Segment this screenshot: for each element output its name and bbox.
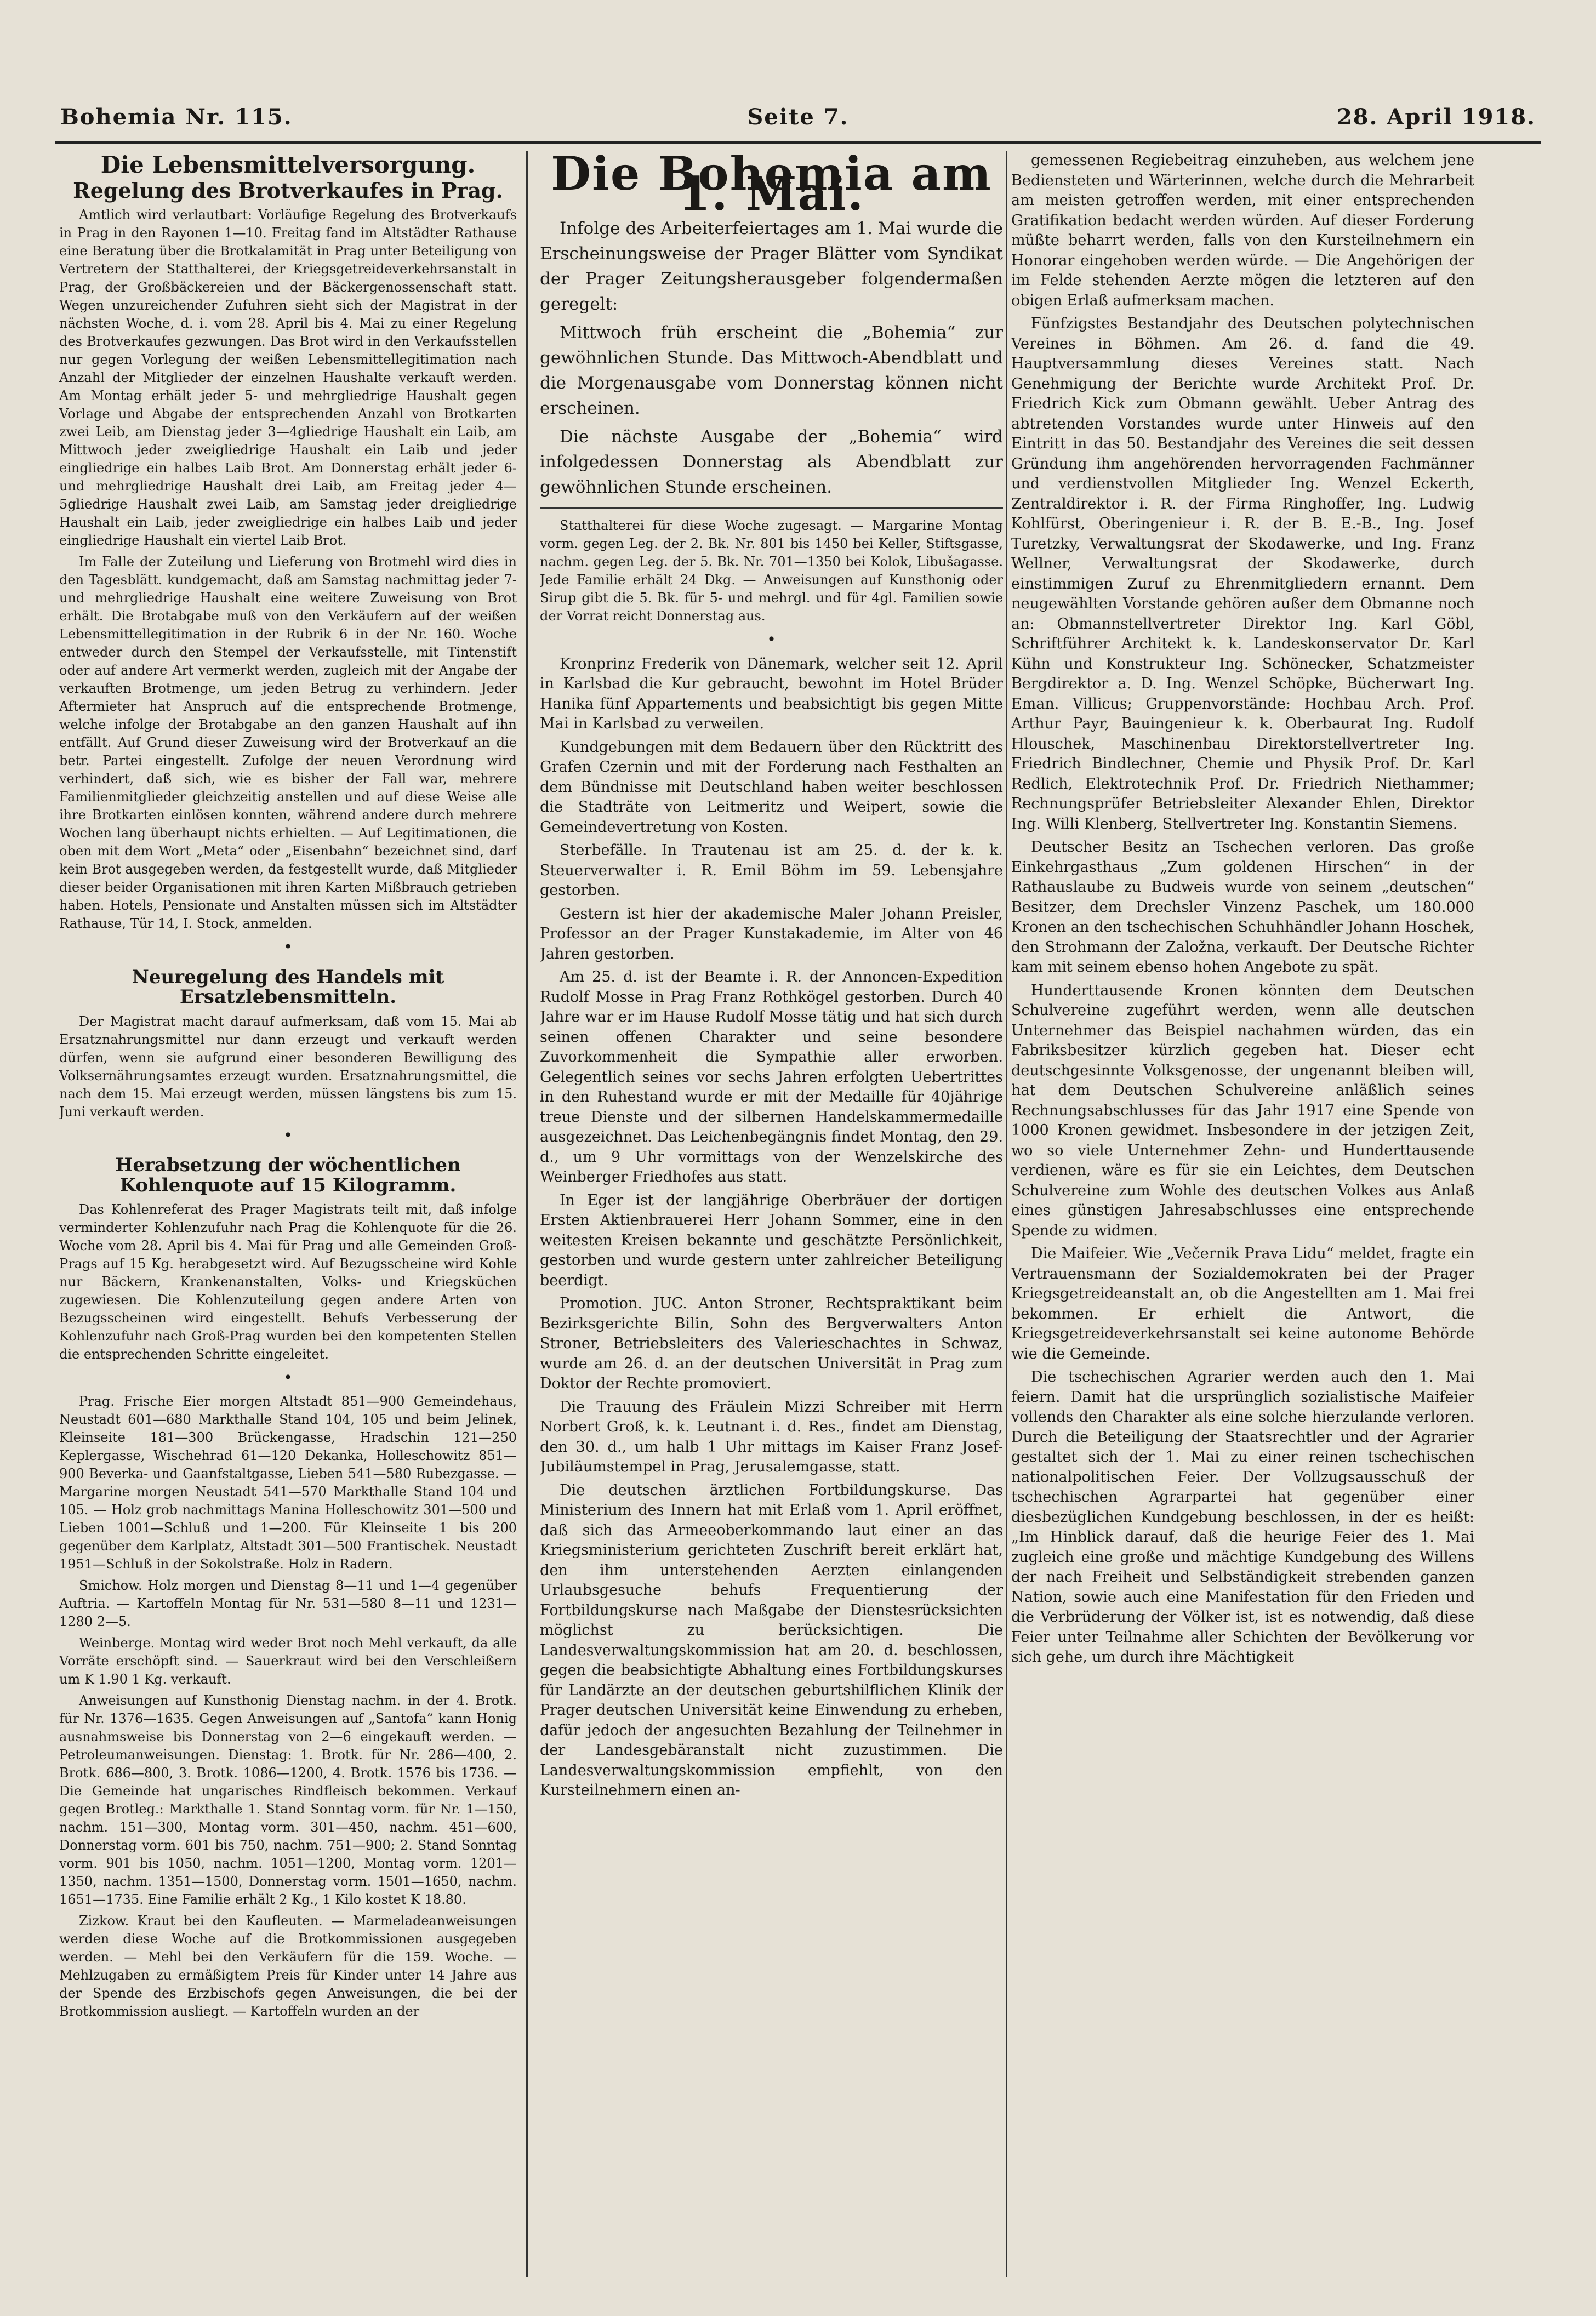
separator-dot: •	[283, 938, 293, 956]
article-paragraph: Gestern ist hier der akademische Maler Johann Preisler, Professor an der Prager Kunstakademie, im Alter von 46 Jahren gestorben.	[540, 905, 1003, 962]
article-paragraph: Am 25. d. ist der Beamte i. R. der Annoncen-Expedition Rudolf Mosse in Prag Franz Rothkögel gestorben. Durch 40 Jahre war er im Hause Rudolf Mosse tätig und hat sich durch seinen offenen Charakter und seine besondere Zuvorkommenheit die Sympathie aller erworben. Gelegentlich seines vor sechs Jahren erfolgten Uebertrittes in den Ruhestand wurde er mit der Medaille für 40jährige treue Dienste und der silbernen Handelskammermedaille ausgezeichnet. Das Leichenbegängnis findet Montag, den 29. d., um 9 Uhr vormittags von der Wenzelskirche des Weinberger Friedhofes aus statt.	[540, 968, 1003, 1185]
article-paragraph: Kundgebungen mit dem Bedauern über den Rücktritt des Grafen Czernin und mit der Forderung nach Festhalten an dem Bündnisse mit Deutschland haben weiter beschlossen die Stadträte von Leitmeritz und Weipert, sowie die Gemeindevertretung von Kosten.	[540, 738, 1003, 836]
article-paragraph: Hunderttausende Kronen könnten dem Deutschen Schulvereine zugeführt werden, wenn alle deutschen Unternehmer das Beispiel nachahmen würden, das ein Fabriksbesitzer kürzlich gegeben hat. Dieser echt deutschgesinnte Volksgenosse, der ungenannt bleiben will, hat dem Deutschen Schulvereine anläßlich seines Rechnungsabschlusses für das Jahr 1917 eine Spende von 1000 Kronen gewidmet. Insbesondere in der jetzigen Zeit, wo so viele Unternehmer Zehn- und Hunderttausende verdienen, wäre es für sie ein Leichtes, dem Deutschen Schulvereine zum Wohle des deutschen Volkes aus Anlaß eines günstigen Jahresabschlusses eine entsprechende Spende zu widmen.	[1011, 982, 1474, 1239]
market-paragraph: Weinberge. Montag wird weder Brot noch Mehl verkauft, da alle Vorräte erschöpft sind. — Sauerkraut wird bei den Verschleißern um K 1.90 1 Kg. verkauft.	[59, 1635, 517, 1687]
column-divider	[526, 151, 528, 2277]
article-heading: Neuregelung des Handels mit Ersatzlebensmitteln.	[132, 966, 444, 1008]
main-headline: Die Bohemia am 1. Mai.	[551, 151, 992, 221]
article-paragraph: Der Magistrat macht darauf aufmerksam, daß vom 15. Mai ab Ersatznahrungsmittel nur dann erzeugt und verkauft werden dürfen, wenn sie aufgrund einer besonderen Bewilligung des Volksernährungsamtes erzeugt wurden. Ersatznahrungsmittel, die nach dem 15. Mai erzeugt werden, müssen längstens bis zum 15. Juni verkauft werden.	[59, 1013, 517, 1120]
article-paragraph: Das Kohlenreferat des Prager Magistrats teilt mit, daß infolge verminderter Kohlenzufuhr nach Prag die Kohlenquote für die 26. Woche vom 28. April bis 4. Mai für Prag und alle Gemeinden Groß-Prags auf 15 Kg. herabgesetzt wird. Auf Bezugsscheine wird Kohle nur Bäckern, Krankenanstalten, Volks- und Kriegsküchen zugewiesen. Die Kohlenzuteilung gegen andere Arten von Bezugsscheinen wird eingestellt. Behufs Verbesserung der Kohlenzufuhr nach Groß-Prag wurden bei den kompetenten Stellen die entsprechenden Schritte eingeleitet.	[59, 1202, 517, 1362]
column-1	[59, 151, 517, 2277]
section-title: Die Lebensmittelversorgung.	[100, 151, 476, 178]
article-paragraph: Promotion. JUC. Anton Stroner, Rechtspraktikant beim Bezirksgerichte Bilin, Sohn des Bergverwalters Anton Stroner, Betriebsleiters des Valerieschachtes in Schwaz, wurde am 26. d. an der deutschen Universität in Prag zum Doktor der Rechte promoviert.	[540, 1295, 1003, 1392]
article-paragraph: Die deutschen ärztlichen Fortbildungskurse. Das Ministerium des Innern hat mit Erlaß vom 1. April eröffnet, daß sich das Armeeoberkommando laut einer an das Kriegsministerium gerichteten Zuschrift bereit erklärt hat, den ihm unterstehenden Aerzten einlangenden Urlaubsgesuche behufs Frequentierung der Fortbildungskurse nach Maßgabe der Dienstesrücksichten möglichst zu berücksichtigen. Die Landesverwaltungskommission hat am 20. d. beschlossen, gegen die beabsichtigte Abhaltung eines Fortbildungskurses für Landärzte an der deutschen geburtshilflichen Klinik der Prager deutschen Universität keine Einwendung zu erheben, dafür jedoch der angesuchten Bezahlung der Teilnehmer in der Landesgebäranstalt nicht zuzustimmen. Die Landesverwaltungskommission empfiehlt, von den Kursteilnehmern einen an-	[540, 1481, 1003, 1799]
header-rule	[55, 141, 1541, 144]
market-paragraph: Anweisungen auf Kunsthonig Dienstag nachm. in der 4. Brotk. für Nr. 1376—1635. Gegen Anweisungen auf „Santofa“ kann Honig ausnahmsweise bis Donnerstag von 2—6 eingekauft werden. — Petroleumanweisungen. Dienstag: 1. Brotk. für Nr. 286—400, 2. Brotk. 686—800, 3. Brotk. 1086—1200, 4. Brotk. 1576 bis 1736. — Die Gemeinde hat ungarisches Rindfleisch bekommen. Verkauf gegen Brotleg.: Markthalle 1. Stand Sonntag vorm. für Nr. 1—150, nachm. 151—300, Montag vorm. 301—450, nachm. 451—600, Donnerstag vorm. 601 bis 750, nachm. 751—900; 2. Stand Sonntag vorm. 901 bis 1050, nachm. 1051—1200, Montag vorm. 1201—1350, nachm. 1351—1500, Donnerstag vorm. 1501—1650, nachm. 1651—1735. Eine Familie erhält 2 Kg., 1 Kilo kostet K 18.80.	[59, 1692, 517, 1907]
page-header	[60, 104, 1536, 137]
separator-dot: •	[283, 1368, 293, 1387]
article-paragraph: Die Trauung des Fräulein Mizzi Schreiber mit Herrn Norbert Groß, k. k. Leutnant i. d. Res., findet am Dienstag, den 30. d., um halb 1 Uhr mittags im Kaiser Franz Josef-Jubiläumstempel in Prag, Jerusalemgasse, statt.	[540, 1398, 1003, 1475]
notice-schedule: Mittwoch früh erscheint die „Bohemia“ zur gewöhnlichen Stunde. Das Mittwoch-Abendblatt und die Morgenausgabe vom Donnerstag können nicht erscheinen.	[540, 323, 1003, 418]
article-heading: Regelung des Brotverkaufes in Prag.	[73, 178, 503, 203]
article-paragraph: Deutscher Besitz an Tschechen verloren. Das große Einkehrgasthaus „Zum goldenen Hirschen“ in der Rathauslaube zu Budweis wurde von seinem „deutschen“ Besitzer, dem Drechsler Vinzenz Paschek, um 180.000 Kronen an den tschechischen Schuhhändler Johann Hoschek, den Strohmann der Založna, verkauft. Der Deutsche Richter kam mit seinem ebenso hohen Angebote zu spät.	[1011, 838, 1474, 976]
market-paragraph: Prag. Frische Eier morgen Altstadt 851—900 Gemeindehaus, Neustadt 601—680 Markthalle Stand 104, 105 und beim Jelinek, Kleinseite 181—300 Brückengasse, Hradschin 121—250 Keplergasse, Wischehrad 61—120 Dekanka, Holleschowitz 851—900 Beverka- und Gaanfstaltgasse, Lieben 541—580 Rubezgasse. — Margarine morgen Neustadt 541—570 Markthalle Stand 104 und 105. — Holz grob nachmittags Manina Holleschowitz 301—500 und Lieben 1001—Schluß und 1—200. Für Kleinseite 1 bis 200 gegenüber dem Karlplatz, Altstadt 301—500 Frantischek. Neustadt 1951—Schluß in der Sokolstraße. Holz in Radern.	[59, 1393, 517, 1572]
article-paragraph: Amtlich wird verlautbart: Vorläufige Regelung des Brotverkaufs in Prag in den Rayonen 1—10. Freitag fand im Altstädter Rathause eine Beratung über die Brotkalamität in Prag unter Beteiligung von Vertretern der Statthalterei, der Kriegsgetreideverkehrsanstalt in Prag, der Großbäckereien und der Bäckergenossenschaft statt. Wegen unzureichender Zufuhren sieht sich der Magistrat in der nächsten Woche, d. i. vom 28. April bis 4. Mai zu einer Regelung des Brotverkaufes gezwungen. Das Brot wird in den Verkaufsstellen nur gegen Vorlegung der weißen Lebensmittellegitimation nach Anzahl der Mitglieder der einzelnen Haushalte verkauft werden. Am Montag erhält jeder 5- und mehrgliedrige Haushalt gegen Vorlage und Abgabe der entsprechenden Anzahl von Brotkarten zwei Leib, am Dienstag jeder 3—4gliedrige Haushalt ein Laib, am Mittwoch jeder zweigliedrige Haushalt ein Laib und jeder eingliedrige ein halbes Laib Brot. Am Donnerstag erhält jeder 6- und mehrgliedrige Haushalt drei Laib, am Freitag jeder 4—5gliedrige Haushalt zwei Laib, am Samstag jeder dreigliedrige Haushalt ein Laib, jeder zweigliedrige ein halbes Laib und jeder eingliedrige Haushalt ein viertel Laib Brot.	[59, 207, 517, 548]
issue-date: 28. April 1918.	[1336, 104, 1536, 130]
market-paragraph: Smichow. Holz morgen und Dienstag 8—11 und 1—4 gegenüber Auftria. — Kartoffeln Montag für Nr. 531—580 8—11 und 1231—1280 2—5.	[59, 1577, 517, 1629]
section-rule	[540, 507, 1003, 509]
article-paragraph: Kronprinz Frederik von Dänemark, welcher seit 12. April in Karlsbad die Kur gebraucht, bewohnt im Hotel Brüder Hanika fünf Appartements und beabsichtigt bis gegen Mitte Mai in Karlsbad zu verweilen.	[540, 655, 1003, 732]
article-paragraph: Die Maifeier. Wie „Večernik Prava Lidu“ meldet, fragte ein Vertrauensmann der Sozialdemokraten bei der Prager Kriegsgetreideanstalt an, ob die Angestellten am 1. Mai frei bekommen. Er erhielt die Antwort, die Kriegsgetreideverkehrsanstalt sei keine autonome Behörde wie die Gemeinde.	[1011, 1245, 1474, 1362]
separator-dot: •	[767, 630, 776, 648]
page-number: Seite 7.	[747, 104, 849, 130]
notice-next-issue: Die nächste Ausgabe der „Bohemia“ wird infolgedessen Donnerstag als Abendblatt zur gewöhnlichen Stunde erscheinen.	[540, 427, 1003, 497]
article-paragraph: In Eger ist der langjährige Oberbräuer der dortigen Ersten Aktienbrauerei Herr Johann Sommer, eine in den weitesten Kreisen bekannte und geschätzte Persönlichkeit, gestorben und wurde gestern unter zahlreicher Beteiligung beerdigt.	[540, 1191, 1003, 1289]
issue-number: Bohemia Nr. 115.	[60, 104, 293, 130]
column-divider	[1006, 151, 1007, 2277]
article-paragraph: Im Falle der Zuteilung und Lieferung von Brotmehl wird dies in den Tagesblätt. kundgemacht, daß am Samstag nachmittag jeder 7- und mehrgliedrige Haushalt eine weitere Zuweisung von Brot erhält. Die Brotabgabe muß von den Verkäufern auf der weißen Lebensmittellegitimation in der Rubrik 6 in der Nr. 160. Woche entweder durch den Stempel der Verkaufsstelle, mit Tintenstift oder auf andere Art vermerkt werden, zugleich mit der Angabe der verkauften Brotmenge, um jeden Betrug zu verhindern. Jeder Aftermieter hat Anspruch auf die entsprechende Brotmenge, welche infolge der Brotabgabe an den ganzen Haushalt auf ihn entfällt. Auf Grund dieser Zuweisung wird der Brotverkauf an die betr. Partei eingestellt. Zufolge der neuen Verordnung wird verhindert, daß sich, wie es bisher der Fall war, mehrere Familienmitglieder gleichzeitig anstellen und auf diese Weise alle ihre Brotkarten einlösen konnten, während andere durch mehrere Wochen lang überhaupt nichts erhielten. — Auf Legitimationen, die oben mit dem Wort „Meta“ oder „Eisenbahn“ bezeichnet sind, darf kein Brot ausgegeben werden, da festgestellt wurde, daß Mitglieder dieser beider Organisationen mit ihren Karten Mißbrauch getrieben haben. Hotels, Pensionate und Anstalten müssen sich im Altstädter Rathause, Tür 14, I. Stock, anmelden.	[59, 554, 517, 931]
article-paragraph: Die tschechischen Agrarier werden auch den 1. Mai feiern. Damit hat die ursprünglich sozialistische Maifeier vollends den Charakter als eine solche hierzulande verloren. Durch die Beteiligung der Staatsrechtler und der Agrarier gestaltet sich der 1. Mai zu einer reinen tschechischen nationalpolitischen Feier. Der Vollzugsausschuß der tschechischen Agrarpartei hat gegenüber einer diesbezüglichen Kundgebung beschlossen, in der es heißt: „Im Hinblick darauf, daß die heurige Feier des 1. Mai zugleich eine große und mächtige Kundgebung des Willens der nach Freiheit und Selbständigkeit strebenden ganzen Nation, sowie auch eine Manifestation für den Frieden und die Verbrüderung der Völker ist, ist es notwendig, daß diese Feier unter Teilnahme aller Schichten der Bevölkerung vor sich gehe, um durch ihre Mächtigkeit	[1011, 1368, 1474, 1665]
column-3	[1011, 151, 1474, 2277]
article-heading: Herabsetzung der wöchentlichen Kohlenquote auf 15 Kilogramm.	[115, 1154, 461, 1196]
article-paragraph: Statthalterei für diese Woche zugesagt. — Margarine Montag vorm. gegen Leg. der 2. Bk. Nr. 801 bis 1450 bei Keller, Stiftsgasse, nachm. gegen Leg. der 5. Bk. Nr. 701—1350 bei Kolok, Libušagasse. Jede Familie erhält 24 Dkg. — Anweisungen auf Kunsthonig oder Sirup gibt die 5. Bk. für 5- und mehrgl. und für 4gl. Familien sowie der Vorrat reicht Donnerstag aus.	[540, 518, 1003, 624]
article-paragraph: Sterbefälle. In Trautenau ist am 25. d. der k. k. Steuerverwalter i. R. Emil Böhm im 59. Lebensjahre gestorben.	[540, 842, 1003, 899]
article-paragraph: Fünfzigstes Bestandjahr des Deutschen polytechnischen Vereines in Böhmen. Am 26. d. fand die 49. Hauptversammlung dieses Vereines statt. Nach Genehmigung der Berichte wurde Architekt Prof. Dr. Friedrich Kick zum Obmann gewählt. Ueber Antrag des abtretenden Vorstandes wurde unter Hinweis auf den Eintritt in das 50. Bestandjahr des Vereines die seit dessen Gründung ihm angehörenden hervorragenden Fachmänner und verdienstvollen Mitglieder Ing. Wenzel Eckerth, Zentraldirektor i. R. der Firma Ringhoffer, Ing. Ludwig Kohlfürst, Oberingenieur i. R. der B. E.-B., Ing. Josef Turetzky, Verwaltungsrat der Skodawerke, und Ing. Franz Wellner, Verwaltungsrat der Skodawerke, durch einstimmigen Zuruf zu Ehrenmitgliedern ernannt. Dem neugewählten Vorstande gehören außer dem Obmanne noch an: Obmannstellvertreter Direktor Ing. Karl Göbl, Schriftführer Architekt k. k. Landeskonservator Dr. Karl Kühn und Konstrukteur Ing. Schönecker, Schatzmeister Bergdirektor a. D. Ing. Wenzel Schöpke, Bücherwart Ing. Eman. Villicus; Gruppenvorstände: Hochbau Arch. Prof. Arthur Payr, Bauingenieur k. k. Oberbaurat Ing. Rudolf Hlouschek, Maschinenbau Direktorstellvertreter Ing. Friedrich Bindlechner, Chemie und Physik Prof. Dr. Karl Redlich, Elektrotechnik Prof. Dr. Friedrich Niethammer; Rechnungsprüfer Betriebsleiter Alexander Ehlen, Direktor Ing. Willi Klenberg, Stellvertreter Ing. Konstantin Siemens.	[1011, 315, 1474, 832]
market-paragraph: Zizkow. Kraut bei den Kaufleuten. — Marmeladeanweisungen werden diese Woche auf die Brotkommissionen ausgegeben werden. — Mehl bei den Verkäufern für die 159. Woche. — Mehlzugaben zu ermäßigtem Preis für Kinder unter 14 Jahre aus der Spende des Erzbischofs gegen Anweisungen, die bei der Brotkommission ausliegt. — Kartoffeln wurden an der	[59, 1913, 517, 2019]
notice-intro: Infolge des Arbeiterfeiertages am 1. Mai wurde die Erscheinungsweise der Prager Blätter vom Syndikat der Prager Zeitungsherausgeber folgendermaßen geregelt:	[540, 219, 1003, 314]
separator-dot: •	[283, 1126, 293, 1144]
column-2	[540, 151, 1003, 2277]
article-paragraph: gemessenen Regiebeitrag einzuheben, aus welchem jene Bediensteten und Wärterinnen, welche durch die Mehrarbeit am meisten getroffen werden, mit einer entsprechenden Gratifikation bedacht werden würden. Auf dieser Forderung müßte beharrt werden, falls von den Kursteilnehmern ein Honorar eingehoben werden würde. — Die Angehörigen der im Felde stehenden Aerzte mögen die letzteren auf den obigen Erlaß aufmerksam machen.	[1011, 152, 1474, 309]
